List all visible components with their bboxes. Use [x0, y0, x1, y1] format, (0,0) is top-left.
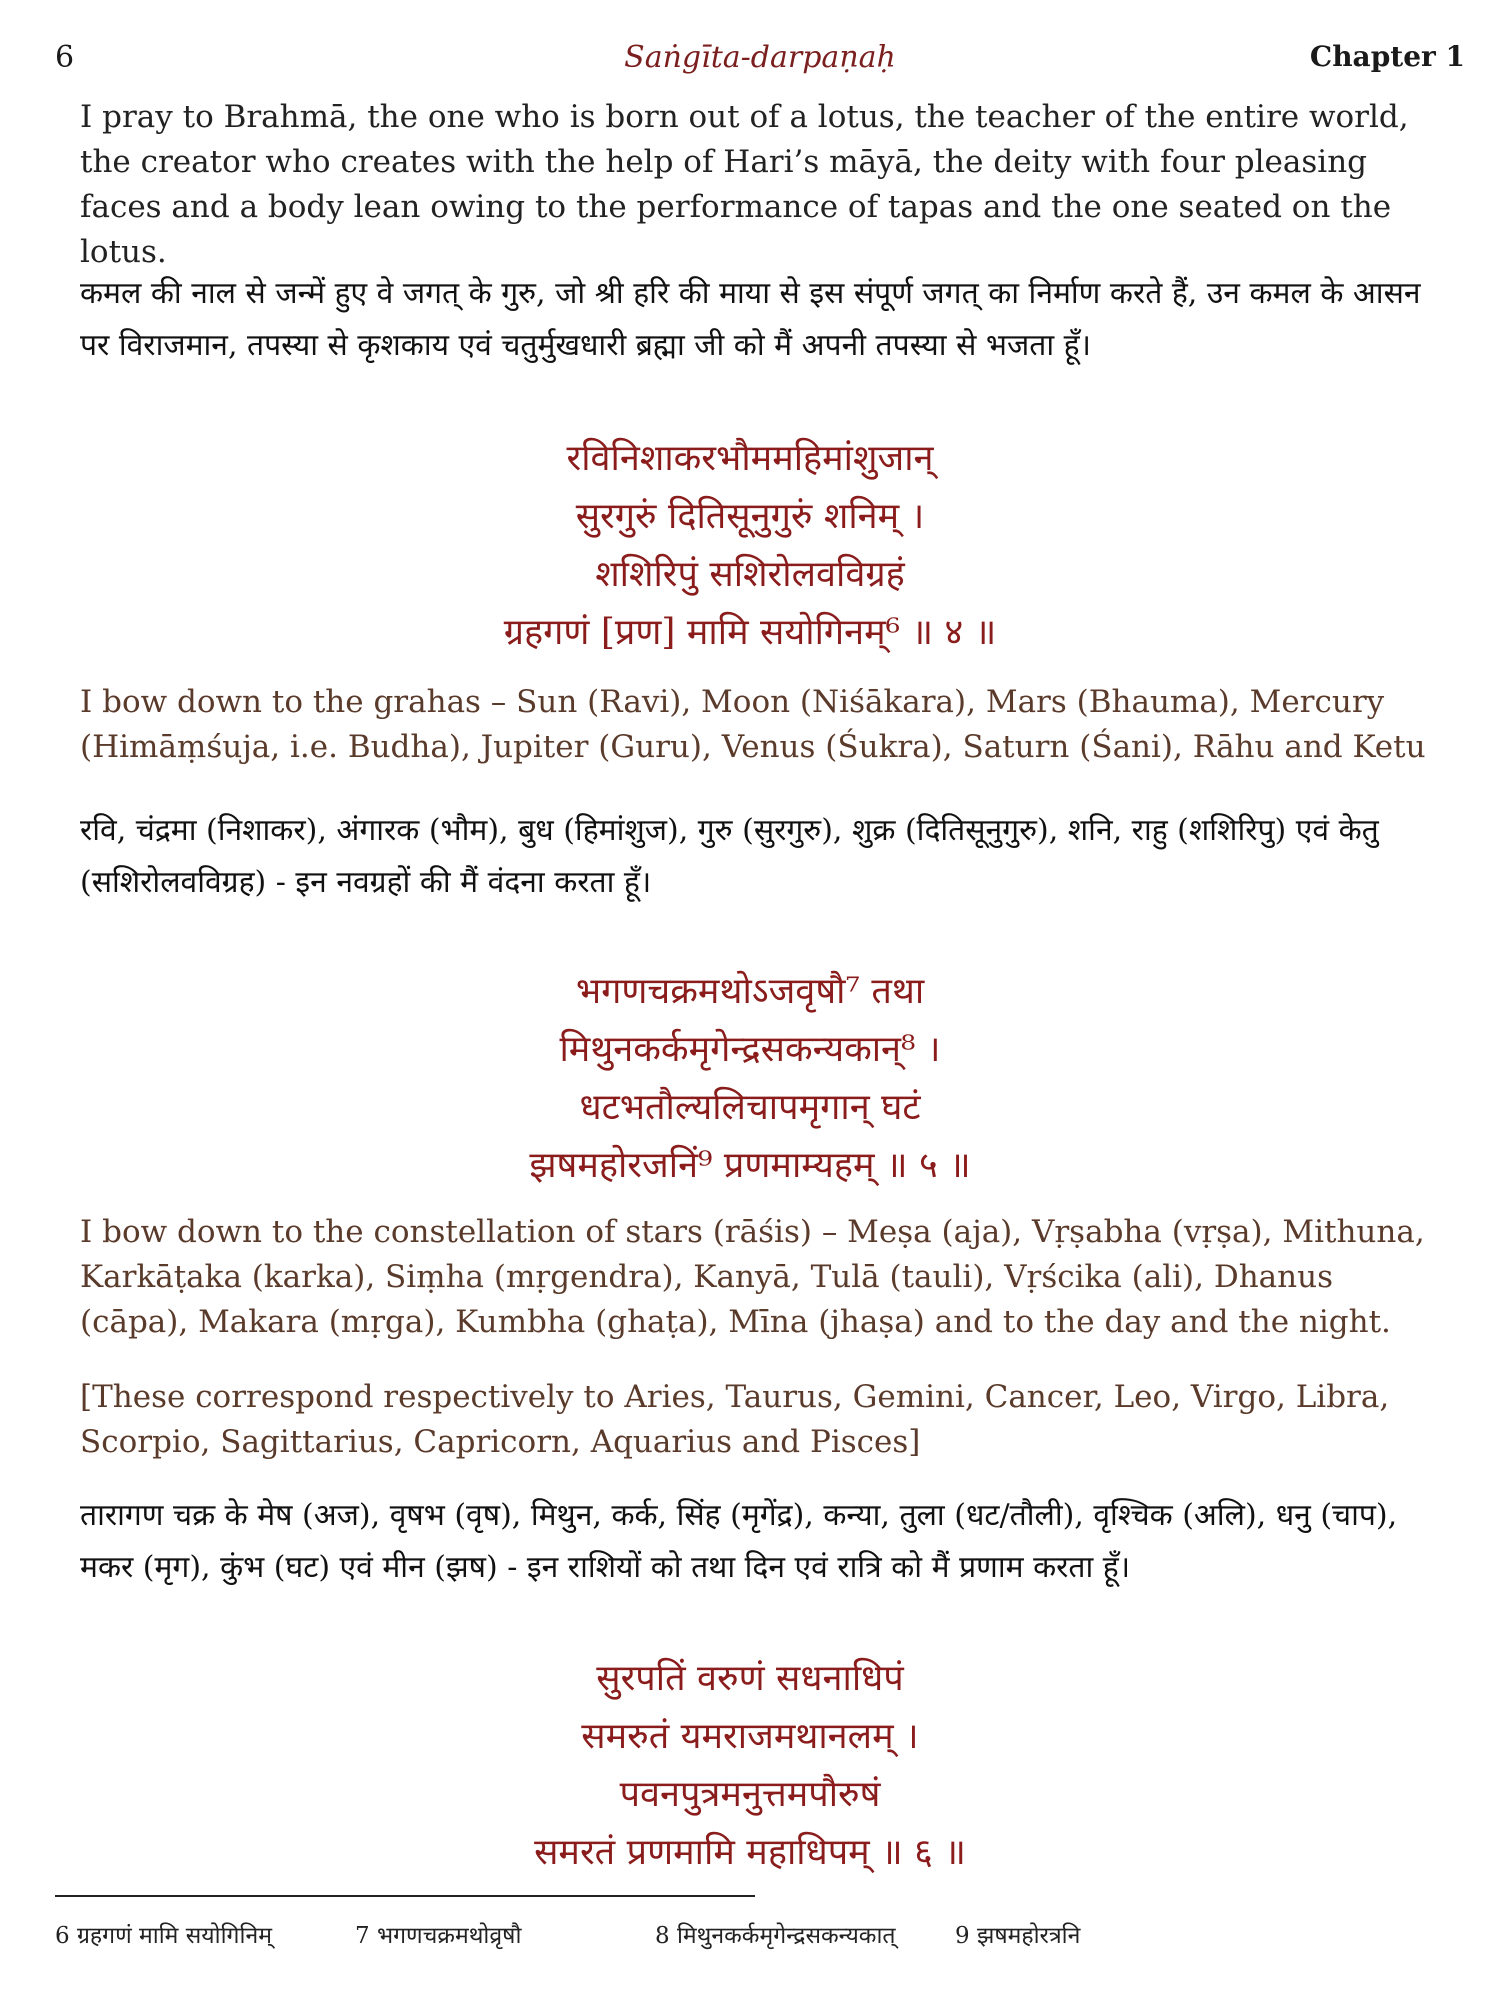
running-title: Saṅgīta-darpaṇaḥ: [624, 40, 896, 75]
paragraph-english-1: I pray to Brahmā, the one who is born out of a lotus, the teacher of the entire world, the creator who creates with the help of Hari’s māyā, the deity with four pleasing faces and a body lean owing to the performance of tapas and the one seated on the lotus.: [80, 99, 1409, 270]
verse-line: सुरपतिं वरुणं सधनाधिपं: [596, 1658, 904, 1699]
verse-5: [0, 963, 1500, 1195]
footnote-divider: [55, 1895, 755, 1897]
verse-line: भगणचक्रमथोऽजवृषौ⁷ तथा: [575, 971, 925, 1012]
paragraph-hindi-3: तारागण चक्र के मेष (अज), वृषभ (वृष), मिथुन, कर्क, सिंह (मृगेंद्र), कन्या, तुला (धट/तौली), वृश्चिक (अलि), धनु (चाप), मकर (मृग), कुंभ (घट) एवं मीन (झष) - इन राशियों को तथा दिन एवं रात्रि को मैं प्रणाम करता हूँ।: [80, 1498, 1398, 1585]
verse-line: सुरगुरुं दितिसूनुगुरुं शनिम् ।: [575, 496, 925, 537]
chapter-label: Chapter 1: [1309, 40, 1465, 73]
paragraph-hindi-1: कमल की नाल से जन्में हुए वे जगत् के गुरु, जो श्री हरि की माया से इस संपूर्ण जगत् का निर्माण करते हैं, उन कमल के आसन पर विराजमान, तपस्या से कृशकाय एवं चतुर्मुखधारी ब्रह्मा जी को मैं अपनी तपस्या से भजता हूँ।: [80, 276, 1421, 363]
footnote-7: 7 भगणचक्रमथोव्रृषौ: [355, 1923, 522, 1949]
verse-6: [0, 1650, 1500, 1882]
verse-line: शशिरिपुं सशिरोलवविग्रहं: [595, 554, 905, 595]
verse-line: मिथुनकर्कमृगेन्द्रसकन्यकान्⁸ ।: [559, 1029, 941, 1070]
verse-line: धटभतौल्यलिचापमृगान् घटं: [579, 1087, 921, 1128]
footnote-9: 9 झषमहोरत्रनि: [955, 1923, 1081, 1949]
verse-4: [0, 430, 1500, 662]
page-header: [55, 40, 1465, 80]
verse-line: रविनिशाकरभौममहिमांशुजान्: [566, 438, 934, 479]
paragraph-note-3: [These correspond respectively to Aries, Taurus, Gemini, Cancer, Leo, Virgo, Libra, Scorpio, Sagittarius, Capricorn, Aquarius and Pisces]: [80, 1379, 1390, 1460]
verse-line: समरुतं यमराजमथानलम् ।: [581, 1716, 919, 1757]
paragraph-hindi-2: रवि, चंद्रमा (निशाकर), अंगारक (भौम), बुध (हिमांशुज), गुरु (सुरगुरु), शुक्र (दितिसूनुगुरु), शनि, राहु (शशिरिपु) एवं केतु (सशिरोलवविग्रह) - इन नवग्रहों की मैं वंदना करता हूँ।: [80, 813, 1379, 900]
page-number: 6: [55, 40, 75, 75]
verse-line: पवनपुत्रमनुत्तमपौरुषं: [619, 1774, 881, 1815]
footnote-8: 8 मिथुनकर्कमृगेन्द्रसकन्यकात्: [655, 1923, 896, 1949]
paragraph-english-3: I bow down to the constellation of stars (rāśis) – Meṣa (aja), Vṛṣabha (vṛṣa), Mithuna, Karkāṭaka (karka), Siṃha (mṛgendra), Kanyā, Tulā (tauli), Vṛścika (ali), Dhanus (cāpa), Makara (mṛga), Kumbha (ghaṭa), Mīna (jhaṣa) and to the day and the night.: [80, 1214, 1425, 1340]
footnote-6: 6 ग्रहगणं मामि सयोगिनिम्: [55, 1923, 272, 1949]
verse-line: झषमहोरजनिं⁹ प्रणमाम्यहम् ॥ ५ ॥: [529, 1145, 971, 1186]
verse-line: ग्रहगणं [प्रण] मामि सयोगिनम्⁶ ॥ ४ ॥: [503, 612, 997, 653]
paragraph-english-2: I bow down to the grahas – Sun (Ravi), Moon (Niśākara), Mars (Bhauma), Mercury (Himāṃśuja, i.e. Budha), Jupiter (Guru), Venus (Śukra), Saturn (Śani), Rāhu and Ketu: [80, 684, 1426, 765]
verse-line: समरतं प्रणमामि महाधिपम् ॥ ६ ॥: [534, 1832, 966, 1873]
